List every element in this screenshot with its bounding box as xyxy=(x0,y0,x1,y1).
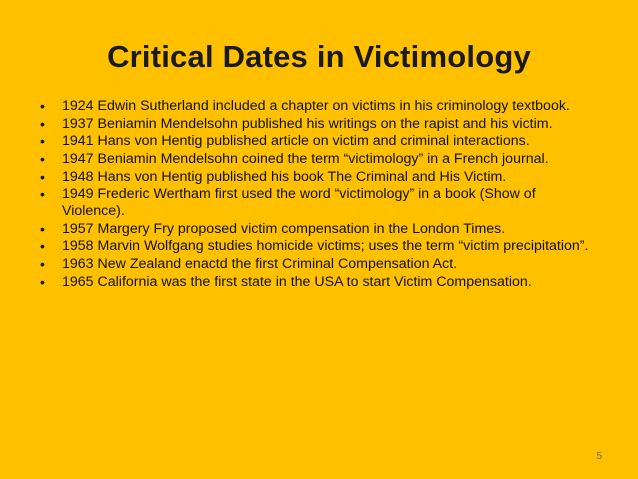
bullet-item xyxy=(40,151,600,168)
bullet-marker: • xyxy=(40,238,45,255)
bullet-text: 1957 Margery Fry proposed victim compensation in the London Times. xyxy=(62,220,506,237)
bullet-item xyxy=(40,221,600,238)
bullet-text: 1947 Beniamin Mendelsohn coined the term “victimology” in a French journal. xyxy=(62,151,549,168)
bullet-item xyxy=(40,133,600,150)
bullet-marker: • xyxy=(40,151,45,168)
slide-title: Critical Dates in Victimology xyxy=(107,39,531,74)
bullet-text: 1948 Hans von Hentig published his book The Criminal and His Victim. xyxy=(62,168,507,185)
bullet-list xyxy=(40,98,600,291)
bullet-item xyxy=(40,274,600,291)
bullet-text: 1937 Beniamin Mendelsohn published his writings on the rapist and his victim. xyxy=(62,115,553,132)
bullet-marker: • xyxy=(40,133,45,150)
bullet-text: 1958 Marvin Wolfgang studies homicide victims; uses the term “victim precipitation”. xyxy=(62,238,589,255)
bullet-item xyxy=(40,169,600,186)
bullet-marker: • xyxy=(40,168,45,185)
bullet-text: 1924 Edwin Sutherland included a chapter on victims in his criminology textbook. xyxy=(62,98,570,114)
bullet-marker: • xyxy=(40,220,45,237)
bullet-text: 1965 California was the first state in the USA to start Victim Compensation. xyxy=(62,273,532,290)
bullet-text: 1949 Frederic Wertham first used the word “victimology” in a book (Show of Violence). xyxy=(62,186,536,220)
bullet-marker: • xyxy=(40,115,45,132)
bullet-marker: • xyxy=(40,186,45,203)
bullet-item xyxy=(40,238,600,255)
page-number: 5 xyxy=(596,451,602,462)
bullet-marker: • xyxy=(40,98,45,114)
bullet-item xyxy=(40,256,600,273)
bullet-marker: • xyxy=(40,256,45,273)
bullet-text: 1941 Hans von Hentig published article on victim and criminal interactions. xyxy=(62,133,530,150)
bullet-item xyxy=(40,116,600,133)
bullet-item xyxy=(40,98,600,115)
bullet-item xyxy=(40,186,600,219)
bullet-text: 1963 New Zealand enactd the first Criminal Compensation Act. xyxy=(62,256,458,273)
bullet-marker: • xyxy=(40,273,45,290)
